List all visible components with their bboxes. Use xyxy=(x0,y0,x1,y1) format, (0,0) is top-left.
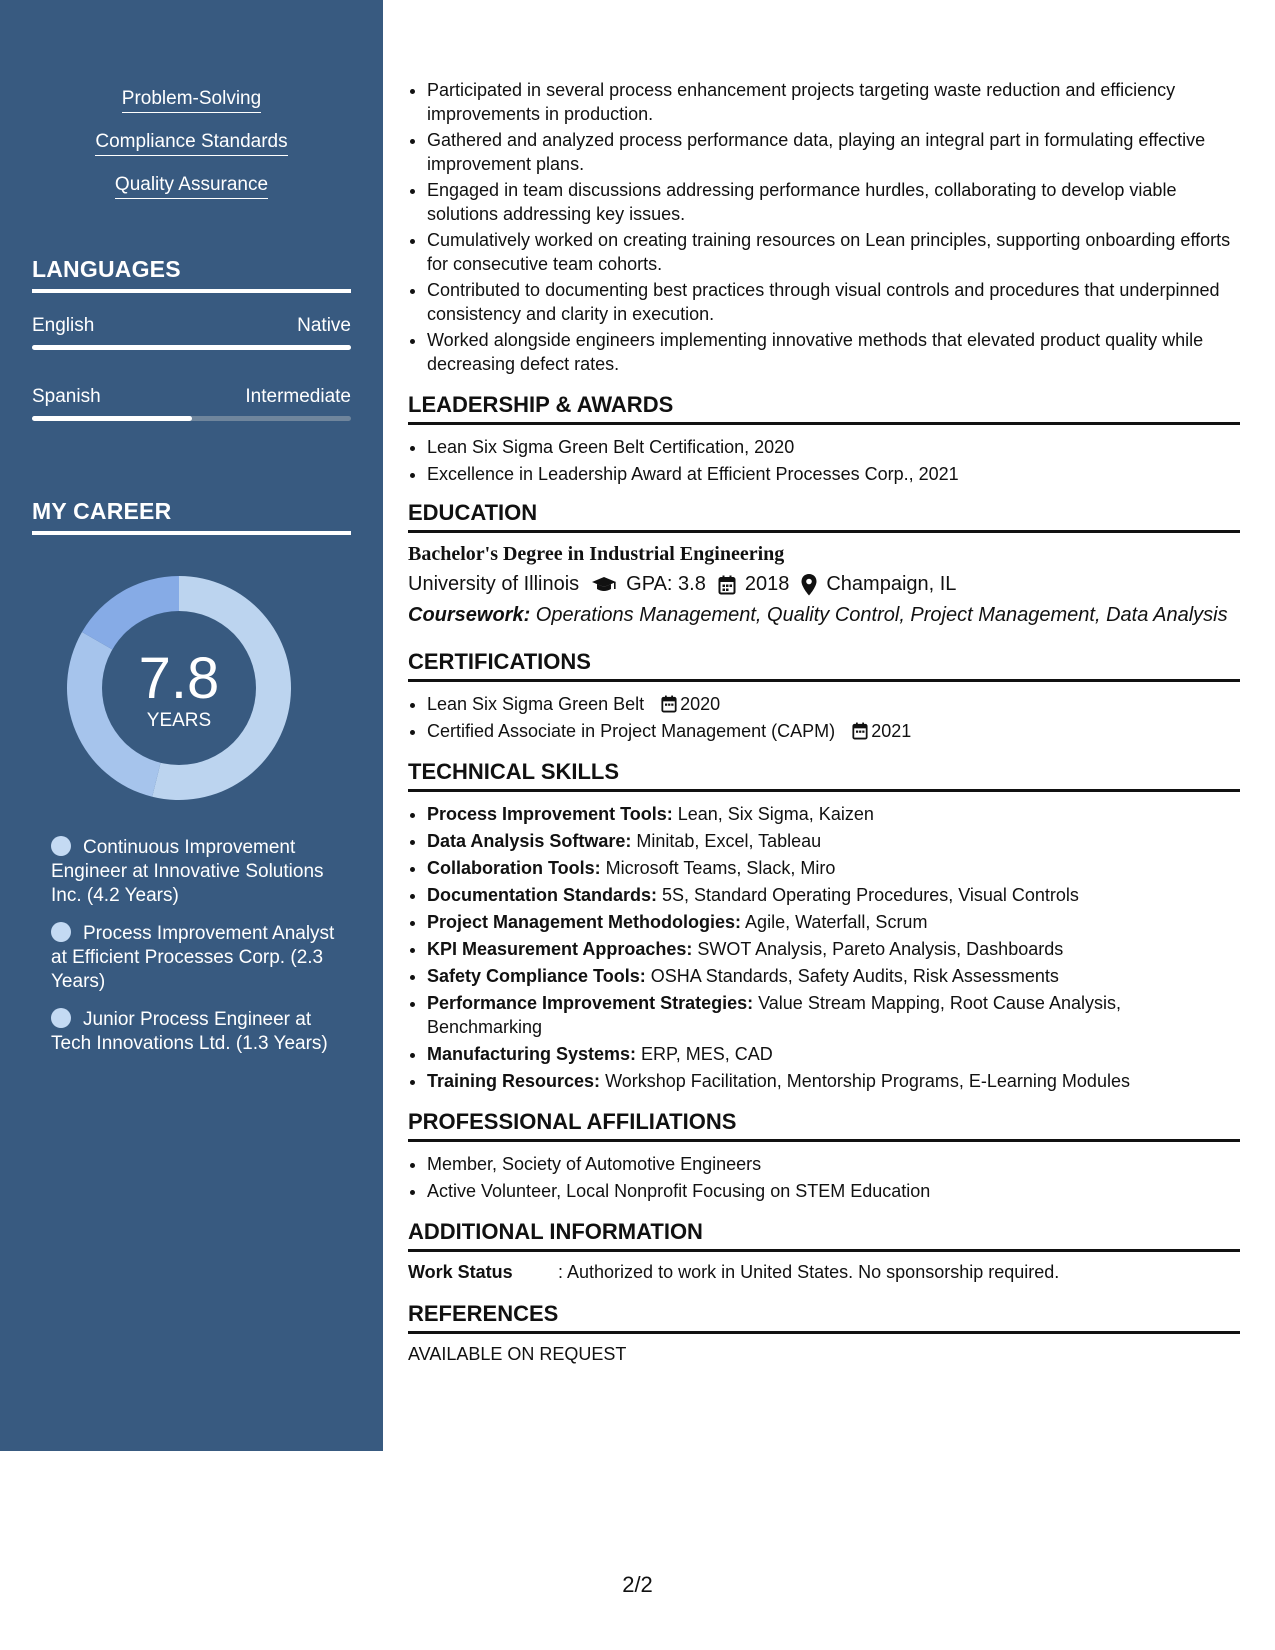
skill-item: • Data Analysis Software: Minitab, Excel, Tableau xyxy=(427,829,1240,853)
education-degree: Bachelor's Degree in Industrial Engineering xyxy=(408,543,785,565)
career-years-unit: YEARS xyxy=(146,710,212,731)
references-text: AVAILABLE ON REQUEST xyxy=(408,1344,627,1364)
career-item: Process Improvement Analyst at Efficient Processes Corp. (2.3 Years) xyxy=(51,923,335,992)
education-location: Champaign, IL xyxy=(826,573,957,595)
language-name: Spanish xyxy=(32,386,101,407)
skill-item: • Process Improvement Tools: Lean, Six Sigma, Kaizen xyxy=(427,802,1240,826)
work-status-label: Work Status xyxy=(408,1262,513,1282)
career-dot-icon xyxy=(51,836,71,856)
experience-bullet: • Cumulatively worked on creating training resources on Lean principles, supporting onboarding efforts for consecutive team cohorts. xyxy=(427,228,1240,276)
language-english xyxy=(32,315,351,337)
graduation-cap-icon xyxy=(591,576,617,594)
career-heading: MY CAREER xyxy=(32,498,351,535)
calendar-icon xyxy=(661,695,677,713)
career-total-years: 7.8 xyxy=(138,646,220,711)
language-name: English xyxy=(32,315,95,336)
work-status xyxy=(408,1262,1240,1283)
skills-list xyxy=(0,0,383,199)
affiliations-title: PROFESSIONAL AFFILIATIONS xyxy=(408,1109,1240,1142)
skill-item: • Safety Compliance Tools: OSHA Standards, Safety Audits, Risk Assessments xyxy=(427,964,1240,988)
certification-item: • Lean Six Sigma Green Belt 2020 xyxy=(427,692,1240,716)
education-section xyxy=(408,500,1240,627)
additional-info-section xyxy=(408,1219,1240,1283)
references-title: REFERENCES xyxy=(408,1301,1240,1334)
additional-info-title: ADDITIONAL INFORMATION xyxy=(408,1219,1240,1252)
main-content xyxy=(408,78,1240,1365)
skill-quality-assurance[interactable]: Quality Assurance xyxy=(115,174,268,199)
education-gpa: GPA: 3.8 xyxy=(626,573,706,595)
career-item: Junior Process Engineer at Tech Innovations Ltd. (1.3 Years) xyxy=(51,1009,328,1054)
languages-section xyxy=(32,256,351,421)
career-section xyxy=(32,498,351,535)
leadership-section xyxy=(408,392,1240,486)
affiliation-item: • Member, Society of Automotive Engineers xyxy=(427,1152,1240,1176)
location-pin-icon xyxy=(801,574,817,596)
career-donut-chart xyxy=(0,540,383,840)
experience-bullet: • Worked alongside engineers implementing innovative methods that elevated product quality while decreasing defect rates. xyxy=(427,328,1240,376)
language-bar-english xyxy=(32,345,351,350)
career-item: Continuous Improvement Engineer at Innovative Solutions Inc. (4.2 Years) xyxy=(51,837,324,906)
experience-bullet: • Participated in several process enhancement projects targeting waste reduction and efficiency improvements in production. xyxy=(427,78,1240,126)
education-coursework xyxy=(408,604,1240,627)
skill-problem-solving[interactable]: Problem-Solving xyxy=(122,88,261,113)
technical-skills-section xyxy=(408,759,1240,1093)
experience-bullet: • Gathered and analyzed process performance data, playing an integral part in formulating effective improvement plans. xyxy=(427,128,1240,176)
languages-heading: LANGUAGES xyxy=(32,256,351,293)
career-dot-icon xyxy=(51,1008,71,1028)
calendar-icon xyxy=(852,722,868,740)
affiliations-section xyxy=(408,1109,1240,1203)
career-dot-icon xyxy=(51,922,71,942)
education-year: 2018 xyxy=(744,573,790,595)
career-list xyxy=(51,836,341,1070)
language-level: Intermediate xyxy=(245,386,351,407)
leadership-title: LEADERSHIP & AWARDS xyxy=(408,392,1240,425)
language-spanish xyxy=(32,386,351,408)
coursework-list: Operations Management, Quality Control, Project Management, Data Analysis xyxy=(530,604,1228,626)
education-title: EDUCATION xyxy=(408,500,1240,533)
affiliation-item: • Active Volunteer, Local Nonprofit Focusing on STEM Education xyxy=(427,1179,1240,1203)
language-bar-spanish xyxy=(32,416,351,421)
leadership-item: • Lean Six Sigma Green Belt Certification, 2020 xyxy=(427,435,1240,459)
certifications-section xyxy=(408,649,1240,743)
sidebar xyxy=(0,0,383,1451)
technical-skills-title: TECHNICAL SKILLS xyxy=(408,759,1240,792)
skill-item: • Project Management Methodologies: Agile, Waterfall, Scrum xyxy=(427,910,1240,934)
leadership-item: • Excellence in Leadership Award at Efficient Processes Corp., 2021 xyxy=(427,462,1240,486)
language-bar-fill xyxy=(32,416,192,421)
certification-item: • Certified Associate in Project Management (CAPM) 2021 xyxy=(427,719,1240,743)
skill-item: • Performance Improvement Strategies: Value Stream Mapping, Root Cause Analysis, Benchmarking xyxy=(427,991,1240,1039)
experience-bullet: • Engaged in team discussions addressing performance hurdles, collaborating to develop viable solutions addressing key issues. xyxy=(427,178,1240,226)
coursework-label: Coursework: xyxy=(408,604,531,626)
references-section xyxy=(408,1301,1240,1365)
skill-item: • Collaboration Tools: Microsoft Teams, Slack, Miro xyxy=(427,856,1240,880)
language-bar-fill xyxy=(32,345,351,350)
skill-item: • Manufacturing Systems: ERP, MES, CAD xyxy=(427,1042,1240,1066)
education-school: University of Illinois xyxy=(408,573,580,595)
work-status-value: : Authorized to work in United States. No sponsorship required. xyxy=(558,1262,1060,1282)
skill-compliance-standards[interactable]: Compliance Standards xyxy=(95,131,287,156)
experience-bullet: • Contributed to documenting best practices through visual controls and procedures that underpinned consistency and clarity in execution. xyxy=(427,278,1240,326)
page-number: 2/2 xyxy=(622,1572,653,1597)
experience-bullets xyxy=(408,78,1240,376)
skill-item: • KPI Measurement Approaches: SWOT Analysis, Pareto Analysis, Dashboards xyxy=(427,937,1240,961)
education-details xyxy=(408,573,1240,596)
certifications-title: CERTIFICATIONS xyxy=(408,649,1240,682)
calendar-icon xyxy=(718,575,736,595)
skill-item: • Documentation Standards: 5S, Standard Operating Procedures, Visual Controls xyxy=(427,883,1240,907)
skill-item: • Training Resources: Workshop Facilitation, Mentorship Programs, E-Learning Modules xyxy=(427,1069,1240,1093)
language-level: Native xyxy=(297,315,351,336)
